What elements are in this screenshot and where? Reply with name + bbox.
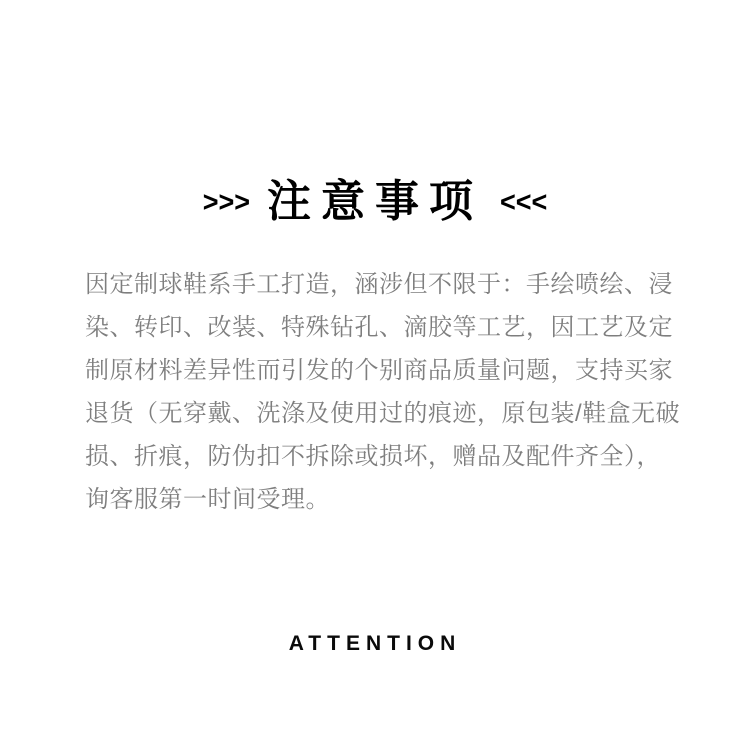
notice-line: 因定制球鞋系手工打造，涵涉但不限于：手绘喷绘、浸 [85,271,673,298]
notice-line: 制原材料差异性而引发的个别商品质量问题，支持买家 [85,357,673,384]
notice-line: 染、转印、改装、特殊钻孔、滴胶等工艺，因工艺及定 [85,314,673,341]
notice-paragraph [85,263,681,521]
notice-line: 退货（无穿戴、洗涤及使用过的痕迹，原包装/鞋盒无破 [85,400,681,427]
page-title: 注意事项 [267,177,483,226]
chevron-right-triple-icon: >>> [202,185,250,218]
chevron-left-triple-icon: <<< [500,185,548,218]
notice-line: 询客服第一时间受理。 [85,486,330,513]
notice-line: 损、折痕，防伪扣不拆除或损坏，赠品及配件齐全）， [85,443,661,470]
footer-attention-label: ATTENTION [288,632,462,655]
title-row [0,177,750,226]
